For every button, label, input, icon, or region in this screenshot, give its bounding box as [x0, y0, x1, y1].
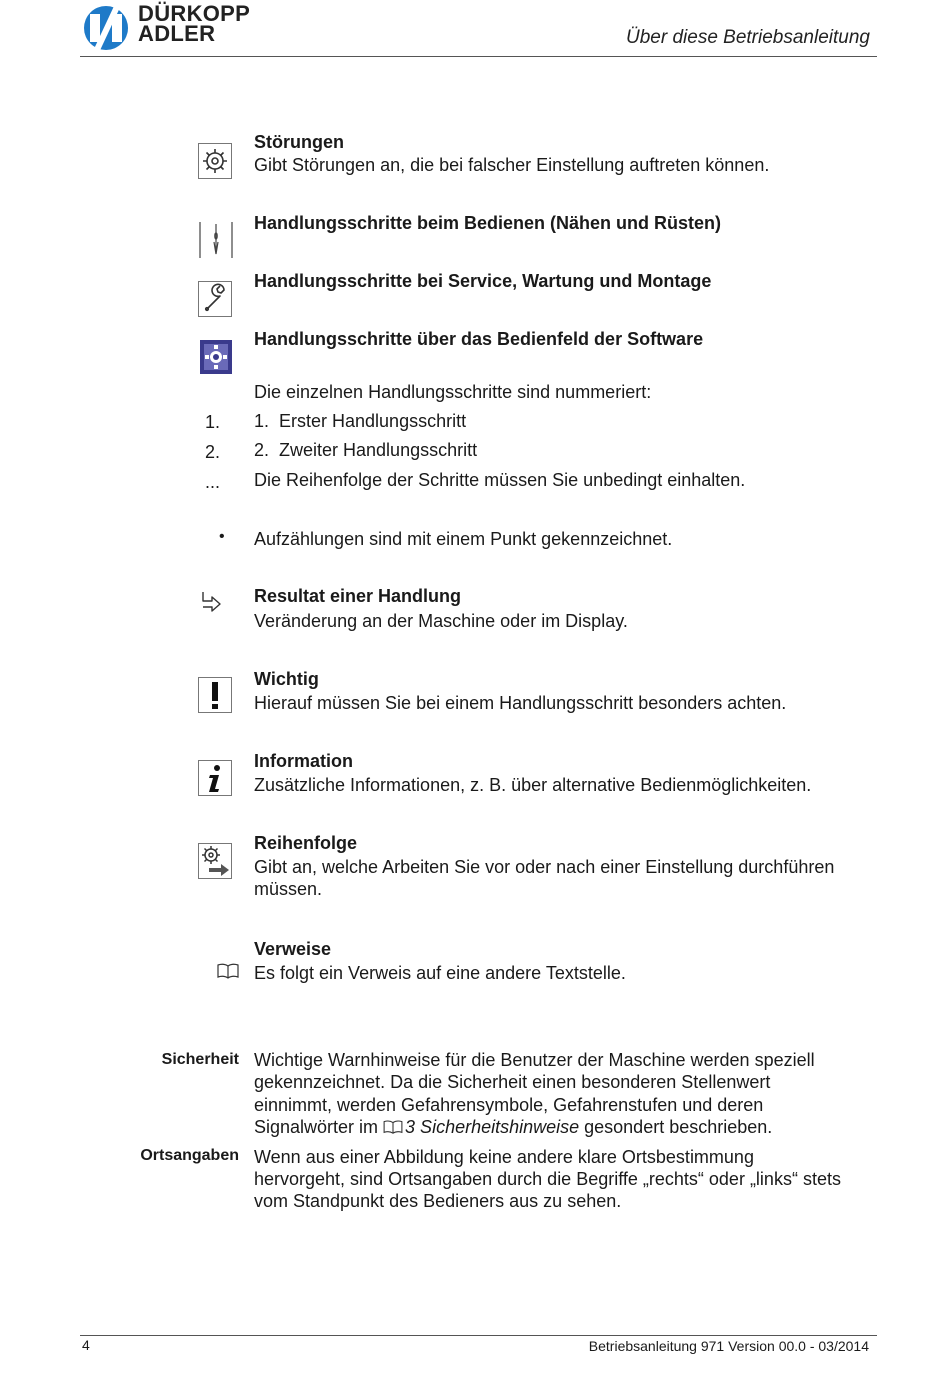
sicherheitshinweise-link[interactable]: 3 Sicherheitshinweise [405, 1117, 580, 1137]
sicherheit-line2: gekennzeichnet. Da die Sicherheit einen besonderen Stellenwert [254, 1072, 771, 1092]
numbered-step-1: 1. Erster Handlungsschritt [254, 411, 467, 431]
header-divider [80, 56, 877, 57]
needle-icon [199, 222, 233, 258]
stoerungen-desc: Gibt Störungen an, die bei falscher Einstellung auftreten können. [254, 155, 770, 175]
ortsangaben-line3: vom Standpunkt des Bedieners aus zu sehen. [254, 1191, 622, 1211]
gear-fault-icon [198, 143, 232, 179]
stoerungen-title: Störungen [254, 132, 344, 152]
footer-divider [80, 1335, 877, 1336]
bedienen-title: Handlungsschritte beim Bedienen (Nähen und Rüsten) [254, 213, 722, 233]
bullet-marker: • [219, 528, 225, 545]
brand-name [138, 1, 251, 46]
verweise-desc: Es folgt ein Verweis auf eine andere Textstelle. [254, 963, 626, 983]
sicherheit-line4-pre: Signalwörter im [254, 1117, 384, 1137]
resultat-desc: Veränderung an der Maschine oder im Display. [254, 611, 628, 631]
sicherheit-line4-post: gesondert beschrieben. [579, 1117, 773, 1137]
sicherheit-line1: Wichtige Warnhinweise für die Benutzer der Maschine werden speziell [254, 1050, 815, 1070]
numbered-note: Die Reihenfolge der Schritte müssen Sie unbedingt einhalten. [254, 470, 746, 490]
reihenfolge-desc-line2: müssen. [254, 879, 323, 899]
ortsangaben-label: Ortsangaben [140, 1147, 239, 1164]
step-marker-2: 2. [205, 442, 221, 462]
control-panel-icon [199, 339, 233, 375]
numbered-step-2: 2. Zweiter Handlungsschritt [254, 440, 478, 460]
wichtig-desc: Hierauf müssen Sie bei einem Handlungsschritt besonders achten. [254, 693, 787, 713]
numbered-intro: Die einzelnen Handlungsschritte sind nummeriert: [254, 382, 652, 402]
info-icon [198, 760, 232, 796]
wichtig-title: Wichtig [254, 669, 319, 689]
verweise-title: Verweise [254, 939, 332, 959]
reihenfolge-desc-line1: Gibt an, welche Arbeiten Sie vor oder nach einer Einstellung durchführen [254, 857, 835, 877]
ortsangaben-line2: hervorgeht, sind Ortsangaben durch die Begriffe „rechts“ oder „links“ stets [254, 1169, 841, 1189]
information-title: Information [254, 751, 353, 771]
book-icon [217, 962, 239, 980]
reihenfolge-title: Reihenfolge [254, 833, 358, 853]
page-header-title: Über diese Betriebsanleitung [626, 27, 870, 48]
wrench-icon [198, 281, 232, 317]
service-title: Handlungsschritte bei Service, Wartung und Montage [254, 271, 712, 291]
brand-line1: DÜRKOPP [138, 1, 251, 26]
sicherheit-line4 [254, 1116, 772, 1138]
resultat-title: Resultat einer Handlung [254, 586, 462, 606]
gear-arrow-icon [198, 843, 232, 879]
step-marker-more: ... [205, 472, 221, 492]
brand-line2: ADLER [138, 21, 216, 46]
bullets-text: Aufzählungen sind mit einem Punkt gekennzeichnet. [254, 529, 673, 549]
sicherheit-label: Sicherheit [161, 1051, 239, 1068]
result-arrow-icon [200, 592, 224, 614]
inline-book-icon [383, 1118, 405, 1134]
information-desc: Zusätzliche Informationen, z. B. über alternative Bedienmöglichkeiten. [254, 775, 812, 795]
footer-doc-info: Betriebsanleitung 971 Version 00.0 - 03/2014 [588, 1338, 869, 1354]
step-marker-1: 1. [205, 412, 221, 432]
software-title: Handlungsschritte über das Bedienfeld der Software [254, 329, 704, 349]
sicherheit-line3: einnimmt, werden Gefahrensymbole, Gefahrenstufen und deren [254, 1095, 764, 1115]
exclamation-icon [198, 677, 232, 713]
page-number: 4 [82, 1337, 90, 1353]
ortsangaben-line1: Wenn aus einer Abbildung keine andere klare Ortsbestimmung [254, 1147, 754, 1167]
